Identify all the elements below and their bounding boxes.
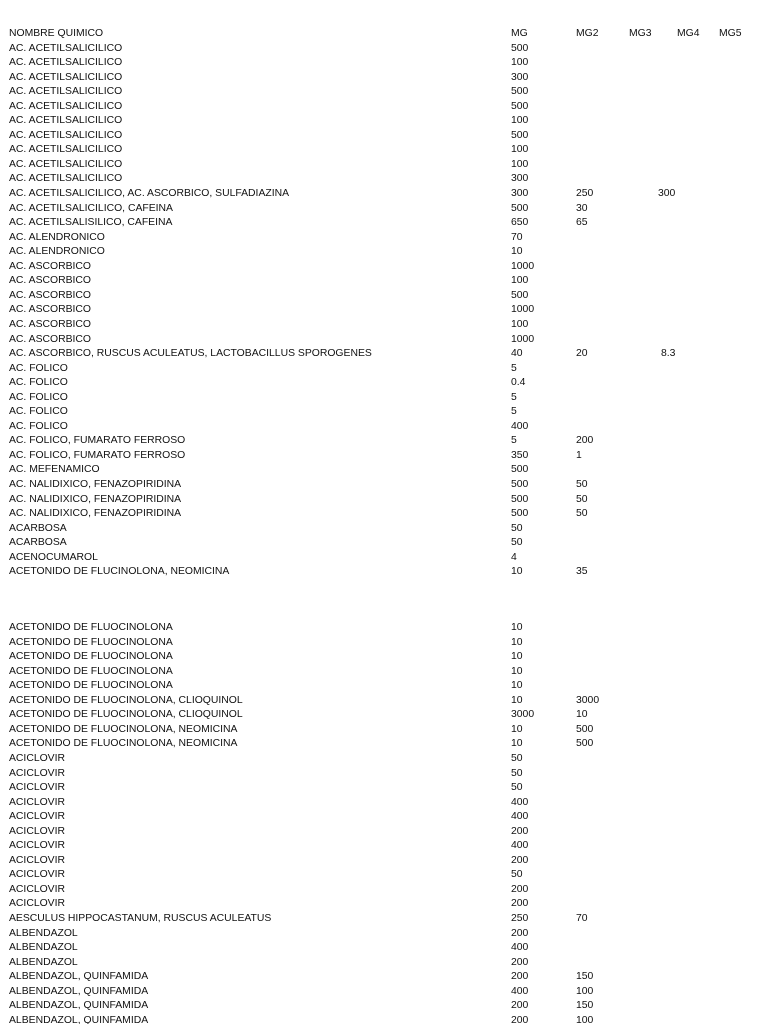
cell-nombre-quimico: AC. ASCORBICO [9,304,91,316]
cell-mg: 500 [511,493,529,505]
cell-nombre-quimico: AC. FOLICO, FUMARATO FERROSO [9,435,186,447]
table-row [0,187,768,202]
cell-mg: 250 [511,913,529,924]
cell-nombre-quimico: AC. ACETILSALICILICO [9,100,123,112]
cell-nombre-quimico: ACICLOVIR [9,898,66,910]
cell-nombre-quimico: AC. ALENDRONICO [9,231,105,243]
cell-nombre-quimico: AC. ASCORBICO [9,289,91,301]
cell-mg: 200 [511,1014,529,1024]
cell-nombre-quimico: AC. FOLICO [9,406,68,418]
cell-nombre-quimico: ACETONIDO DE FLUOCINOLONA, NEOMICINA [9,738,238,750]
cell-mg: 500 [511,129,529,141]
cell-nombre-quimico: AESCULUS HIPPOCASTANUM, RUSCUS ACULEATUS [9,913,272,924]
cell-mg: 50 [511,767,523,779]
table-row [0,941,768,956]
table-row [0,927,768,942]
cell-nombre-quimico: ACICLOVIR [9,854,66,866]
table-row [0,723,768,738]
cell-mg2: 65 [576,217,588,229]
cell-nombre-quimico: ACICLOVIR [9,782,66,794]
cell-nombre-quimico: AC. ACETILSALICILICO, AC. ASCORBICO, SULFADIAZINA [9,188,290,199]
table-row [0,347,768,362]
table-row [0,970,768,985]
cell-mg: 50 [511,537,523,549]
cell-mg2: 70 [576,913,588,924]
header-nombre-quimico: NOMBRE QUIMICO [9,28,104,39]
header-mg3: MG3 [629,28,652,39]
cell-nombre-quimico: AC. FOLICO [9,362,68,374]
cell-mg: 5 [511,391,517,403]
table-row [0,956,768,971]
cell-mg: 200 [511,956,529,968]
cell-nombre-quimico: AC. ACETILSALICILICO [9,71,123,83]
cell-nombre-quimico: ACICLOVIR [9,767,66,779]
table-row [0,289,768,304]
table-row [0,565,768,580]
cell-nombre-quimico: AC. ACETILSALISILICO, CAFEINA [9,217,173,229]
cell-nombre-quimico: AC. NALIDIXICO, FENAZOPIRIDINA [9,493,182,505]
cell-mg3: 300 [658,188,676,199]
cell-nombre-quimico: AC. ACETILSALICILICO [9,173,123,185]
cell-mg: 50 [511,522,523,534]
cell-mg: 200 [511,825,529,837]
cell-mg2: 50 [576,479,588,490]
table-row [0,245,768,260]
cell-nombre-quimico: ACETONIDO DE FLUOCINOLONA [9,651,173,663]
cell-nombre-quimico: ACICLOVIR [9,752,66,764]
cell-nombre-quimico: AC. ALENDRONICO [9,246,105,258]
cell-mg: 0.4 [511,377,526,389]
table-row [0,708,768,723]
table-row [0,391,768,406]
table-row [0,985,768,1000]
table-row [0,362,768,377]
table-row [0,551,768,566]
cell-mg: 200 [511,898,529,910]
table-row [0,231,768,246]
cell-mg: 500 [511,464,529,476]
cell-nombre-quimico: ACETONIDO DE FLUOCINOLONA [9,680,173,692]
cell-nombre-quimico: ACARBOSA [9,537,67,549]
cell-mg2: 3000 [576,694,600,706]
header-mg: MG [511,28,528,39]
cell-mg: 400 [511,811,529,823]
cell-mg: 10 [511,636,523,648]
cell-mg: 5 [511,435,517,447]
cell-mg: 50 [511,869,523,881]
cell-nombre-quimico: AC. ACETILSALICILICO [9,158,123,170]
cell-mg2: 150 [576,971,594,983]
cell-nombre-quimico: AC. ACETILSALICILICO [9,129,123,141]
cell-nombre-quimico: ALBENDAZOL, QUINFAMIDA [9,985,149,997]
cell-mg: 350 [511,449,529,461]
table-row [0,216,768,231]
table-row [0,478,768,493]
cell-nombre-quimico: AC. NALIDIXICO, FENAZOPIRIDINA [9,508,182,520]
cell-nombre-quimico: AC. ACETILSALICILICO [9,86,123,98]
cell-nombre-quimico: AC. FOLICO, FUMARATO FERROSO [9,449,186,461]
table-row [0,839,768,854]
cell-mg: 650 [511,217,529,229]
cell-nombre-quimico: AC. ASCORBICO [9,318,91,330]
cell-mg2: 50 [576,508,588,520]
cell-nombre-quimico: ACETONIDO DE FLUOCINOLONA [9,636,173,648]
table-row [0,767,768,782]
cell-mg: 50 [511,782,523,794]
cell-mg: 500 [511,508,529,520]
cell-mg: 10 [511,622,523,633]
cell-mg: 1000 [511,260,535,272]
table-row [0,202,768,217]
table-row [0,694,768,709]
table-row [0,333,768,348]
cell-mg: 4 [511,551,517,563]
table-row [0,434,768,449]
table-row [0,679,768,694]
cell-mg: 5 [511,406,517,418]
table-row [0,507,768,522]
cell-nombre-quimico: AC. MEFENAMICO [9,464,100,476]
cell-mg: 100 [511,57,529,69]
table-row [0,752,768,767]
table-row [0,883,768,898]
table-row [0,781,768,796]
table-row [0,912,768,927]
table-row [0,636,768,651]
cell-nombre-quimico: AC. ASCORBICO [9,260,91,272]
cell-mg: 10 [511,694,523,706]
cell-mg: 70 [511,231,523,243]
cell-mg: 100 [511,275,529,287]
cell-mg: 500 [511,42,529,54]
table-row [0,796,768,811]
table-row [0,1014,768,1024]
cell-nombre-quimico: ALBENDAZOL, QUINFAMIDA [9,971,149,983]
cell-mg: 10 [511,665,523,677]
table-row [0,737,768,752]
table-row [0,650,768,665]
cell-mg: 200 [511,1000,529,1012]
cell-nombre-quimico: AC. ACETILSALICILICO [9,42,123,54]
cell-mg4: 8.3 [661,348,676,360]
cell-nombre-quimico: ALBENDAZOL [9,927,78,939]
table-row [0,129,768,144]
cell-nombre-quimico: ACETONIDO DE FLUOCINOLONA [9,665,173,677]
cell-mg2: 500 [576,738,594,750]
table-row [0,303,768,318]
cell-mg: 500 [511,100,529,112]
table-row [0,810,768,825]
table-row [0,56,768,71]
cell-mg: 400 [511,985,529,997]
cell-nombre-quimico: AC. NALIDIXICO, FENAZOPIRIDINA [9,479,182,490]
cell-nombre-quimico: ALBENDAZOL [9,942,78,954]
table-row [0,420,768,435]
cell-mg2: 200 [576,435,594,447]
header-mg2: MG2 [576,28,599,39]
cell-mg2: 150 [576,1000,594,1012]
cell-mg: 5 [511,362,517,374]
cell-nombre-quimico: ACICLOVIR [9,796,66,808]
cell-mg: 500 [511,86,529,98]
table-row [0,85,768,100]
cell-mg2: 10 [576,709,588,721]
cell-nombre-quimico: ACETONIDO DE FLUOCINOLONA [9,622,173,633]
table-row [0,522,768,537]
cell-mg: 200 [511,927,529,939]
cell-mg: 1000 [511,304,535,316]
table-row [0,172,768,187]
cell-mg2: 30 [576,202,588,214]
cell-mg: 100 [511,318,529,330]
cell-nombre-quimico: ACETONIDO DE FLUOCINOLONA, NEOMICINA [9,723,238,735]
cell-mg: 400 [511,840,529,852]
cell-mg2: 50 [576,493,588,505]
table-row [0,463,768,478]
table-row [0,825,768,840]
table-row [0,665,768,680]
cell-mg: 500 [511,202,529,214]
cell-nombre-quimico: AC. ASCORBICO, RUSCUS ACULEATUS, LACTOBACILLUS SPOROGENES [9,348,372,360]
table-row [0,143,768,158]
header-mg4: MG4 [677,28,700,39]
cell-mg: 10 [511,566,523,578]
cell-mg: 50 [511,752,523,764]
cell-mg2: 35 [576,566,588,578]
cell-mg: 100 [511,115,529,127]
table-row [0,42,768,57]
cell-nombre-quimico: AC. ASCORBICO [9,275,91,287]
cell-mg2: 20 [576,348,588,360]
cell-mg: 10 [511,246,523,258]
table-row [0,260,768,275]
cell-mg: 300 [511,71,529,83]
cell-nombre-quimico: ACICLOVIR [9,883,66,895]
cell-mg: 10 [511,723,523,735]
cell-mg2: 100 [576,1014,594,1024]
table-row [0,114,768,129]
cell-nombre-quimico: ACICLOVIR [9,869,66,881]
table-row [0,100,768,115]
cell-mg: 200 [511,883,529,895]
table-header-row [0,27,768,42]
table-row [0,449,768,464]
cell-mg: 400 [511,420,529,432]
cell-nombre-quimico: ALBENDAZOL, QUINFAMIDA [9,1014,149,1024]
cell-mg: 10 [511,651,523,663]
table-row [0,621,768,636]
table-row [0,536,768,551]
cell-nombre-quimico: AC. ACETILSALICILICO [9,144,123,156]
table-row [0,318,768,333]
table-row [0,405,768,420]
cell-nombre-quimico: ACICLOVIR [9,840,66,852]
cell-nombre-quimico: AC. ASCORBICO [9,333,91,345]
cell-mg: 10 [511,738,523,750]
table-row [0,274,768,289]
cell-nombre-quimico: ACENOCUMAROL [9,551,98,563]
cell-nombre-quimico: ALBENDAZOL, QUINFAMIDA [9,1000,149,1012]
cell-nombre-quimico: ACICLOVIR [9,825,66,837]
cell-mg: 100 [511,144,529,156]
cell-nombre-quimico: AC. ACETILSALICILICO, CAFEINA [9,202,173,214]
cell-mg: 10 [511,680,523,692]
table-row [0,376,768,391]
cell-nombre-quimico: ACICLOVIR [9,811,66,823]
cell-mg2: 1 [576,449,582,461]
cell-nombre-quimico: ACARBOSA [9,522,67,534]
cell-mg: 300 [511,188,529,199]
cell-mg: 400 [511,942,529,954]
cell-nombre-quimico: AC. FOLICO [9,420,68,432]
table-row [0,71,768,86]
cell-mg2: 100 [576,985,594,997]
cell-mg: 40 [511,348,523,360]
cell-nombre-quimico: AC. ACETILSALICILICO [9,115,123,127]
header-mg5: MG5 [719,28,742,39]
cell-nombre-quimico: ACETONIDO DE FLUOCINOLONA, CLIOQUINOL [9,709,243,721]
cell-mg: 400 [511,796,529,808]
table-row [0,868,768,883]
cell-mg: 200 [511,971,529,983]
cell-mg: 100 [511,158,529,170]
table-row [0,158,768,173]
cell-nombre-quimico: ACETONIDO DE FLUOCINOLONA, CLIOQUINOL [9,694,243,706]
cell-nombre-quimico: ACETONIDO DE FLUCINOLONA, NEOMICINA [9,566,230,578]
cell-nombre-quimico: AC. FOLICO [9,377,68,389]
table-row [0,493,768,508]
cell-nombre-quimico: AC. ACETILSALICILICO [9,57,123,69]
cell-mg: 1000 [511,333,535,345]
table-row [0,854,768,869]
cell-mg: 200 [511,854,529,866]
cell-nombre-quimico: ALBENDAZOL [9,956,78,968]
cell-mg2: 250 [576,188,594,199]
cell-mg: 500 [511,479,529,490]
cell-mg2: 500 [576,723,594,735]
cell-nombre-quimico: AC. FOLICO [9,391,68,403]
cell-mg: 500 [511,289,529,301]
cell-mg: 3000 [511,709,535,721]
cell-mg: 300 [511,173,529,185]
table-row [0,999,768,1014]
table-row [0,897,768,912]
